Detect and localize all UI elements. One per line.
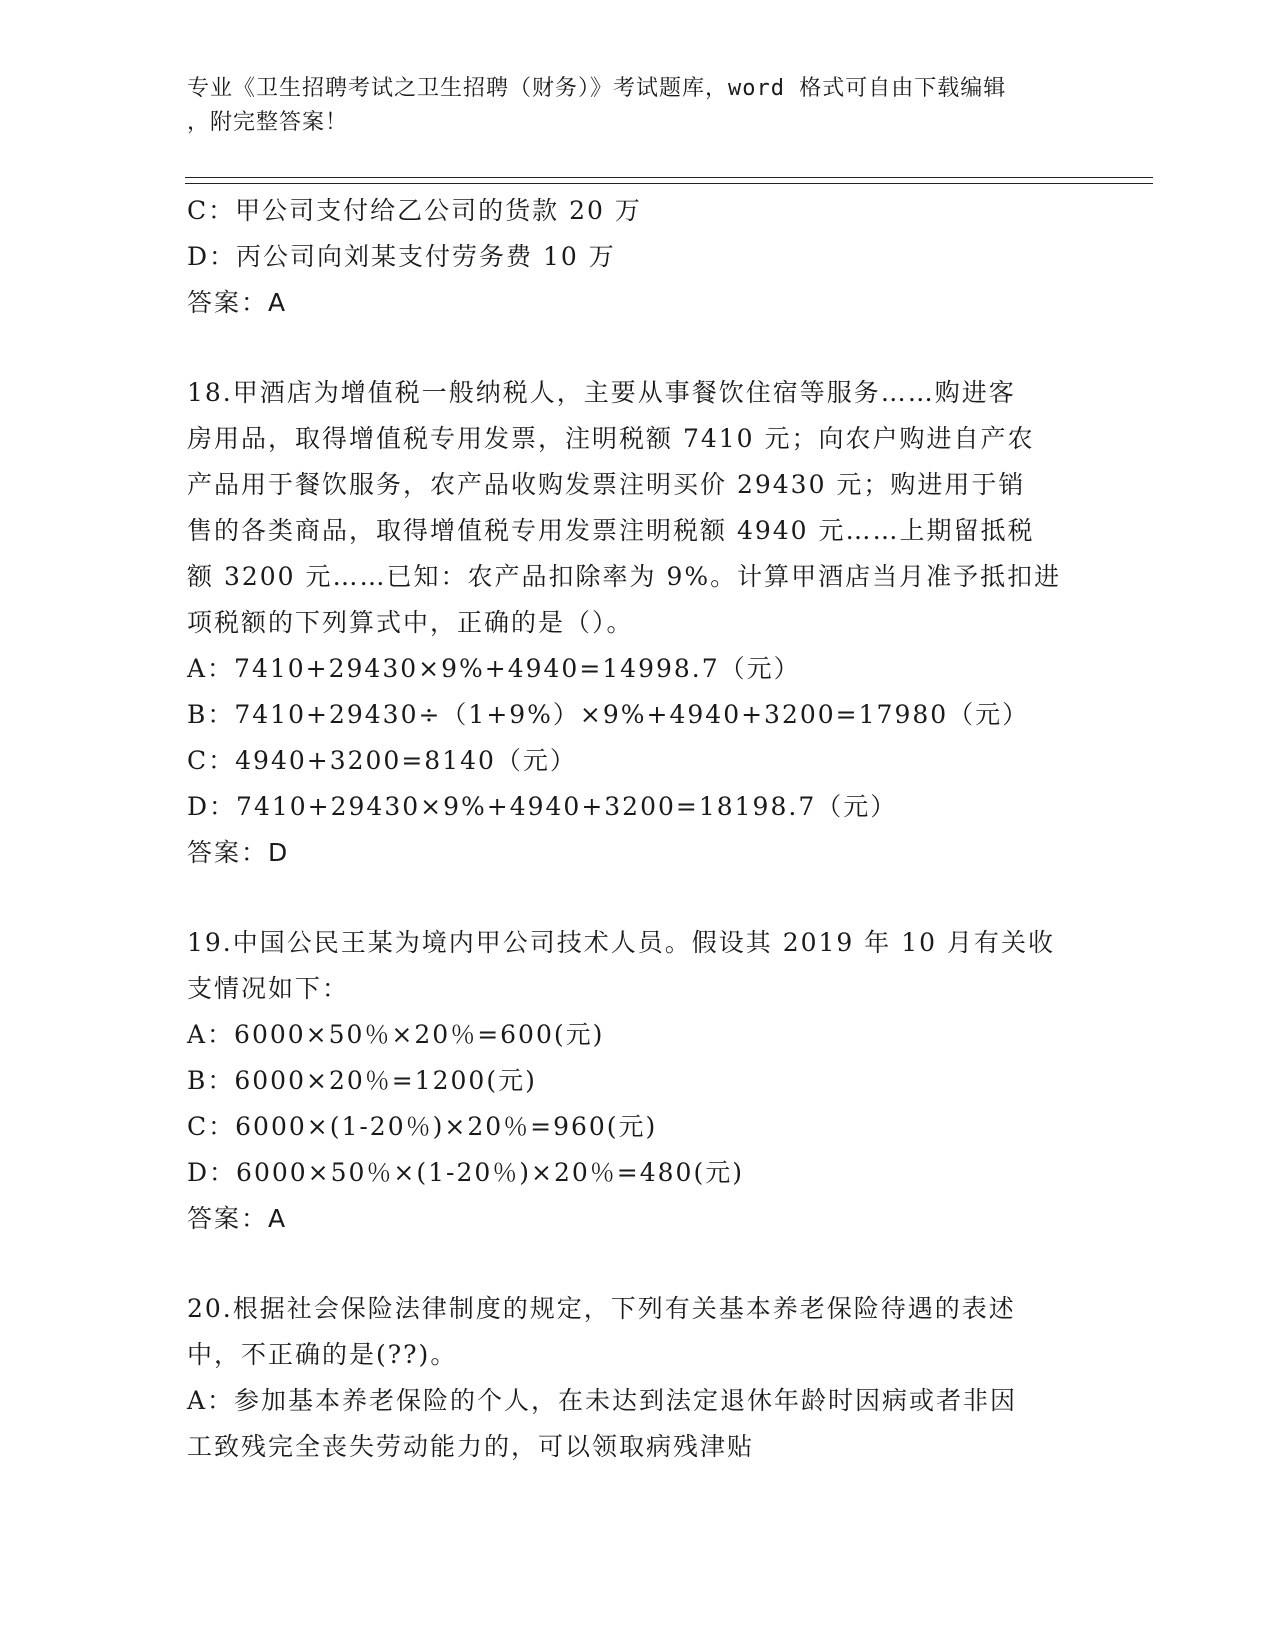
question-stem-line: 房用品，取得增值税专用发票，注明税额 7410 元；向农户购进自产农: [187, 424, 1035, 453]
question-18: [187, 370, 1087, 876]
question-stem-line: 支情况如下：: [187, 974, 350, 1003]
option-a: A：6000×50％×20％=600(元): [187, 1020, 605, 1049]
question-stem-line: 19.中国公民王某为境内甲公司技术人员。假设其 2019 年 10 月有关收: [187, 928, 1055, 957]
question-stem-line: 18.甲酒店为增值税一般纳税人，主要从事餐饮住宿等服务……购进客: [187, 378, 1016, 407]
option-d: D：丙公司向刘某支付劳务费 10 万: [187, 242, 616, 271]
question-stem-line: 20.根据社会保险法律制度的规定，下列有关基本养老保险待遇的表述: [187, 1294, 1016, 1323]
option-c: C：甲公司支付给乙公司的货款 20 万: [187, 196, 642, 225]
answer-line: 答案：A: [187, 288, 288, 317]
answer-line: 答案：A: [187, 1204, 288, 1233]
document-header: [187, 72, 1067, 140]
option-a: A：参加基本养老保险的个人，在未达到法定退休年龄时因病或者非因: [187, 1386, 1018, 1415]
question-stem-line: 中，不正确的是(??)。: [187, 1340, 458, 1369]
spacer: [187, 326, 1087, 370]
document-body: [187, 188, 1087, 1470]
option-a: A：7410+29430×9%+4940=14998.7（元）: [187, 654, 801, 683]
question-17-tail: [187, 188, 1087, 326]
question-20: [187, 1286, 1087, 1470]
header-divider-top: [185, 177, 1153, 178]
header-title-line-1: 专业《卫生招聘考试之卫生招聘（财务）》考试题库，word 格式可自由下载编辑: [187, 76, 1007, 101]
option-c: C：6000×(1-20％)×20％=960(元): [187, 1112, 658, 1141]
answer-line: 答案：D: [187, 838, 290, 867]
option-b: B：7410+29430÷（1+9%）×9%+4940+3200=17980（元）: [187, 700, 1030, 729]
option-a-continued: 工致残完全丧失劳动能力的，可以领取病残津贴: [187, 1432, 755, 1461]
option-b: B：6000×20％=1200(元): [187, 1066, 537, 1095]
question-stem-line: 产品用于餐饮服务，农产品收购发票注明买价 29430 元；购进用于销: [187, 470, 1026, 499]
header-divider-bottom: [185, 183, 1153, 184]
spacer: [187, 1242, 1087, 1286]
spacer: [187, 876, 1087, 920]
option-d: D：7410+29430×9%+4940+3200=18198.7（元）: [187, 792, 898, 821]
question-19: [187, 920, 1087, 1242]
option-d: D：6000×50％×(1-20％)×20％=480(元): [187, 1158, 744, 1187]
header-title-line-2: ，附完整答案！: [187, 110, 349, 135]
option-c: C：4940+3200=8140（元）: [187, 746, 577, 775]
question-stem-line: 额 3200 元……已知：农产品扣除率为 9%。计算甲酒店当月准予抵扣进: [187, 562, 1062, 591]
question-stem-line: 售的各类商品，取得增值税专用发票注明税额 4940 元……上期留抵税: [187, 516, 1035, 545]
question-stem-line: 项税额的下列算式中，正确的是（）。: [187, 608, 634, 637]
